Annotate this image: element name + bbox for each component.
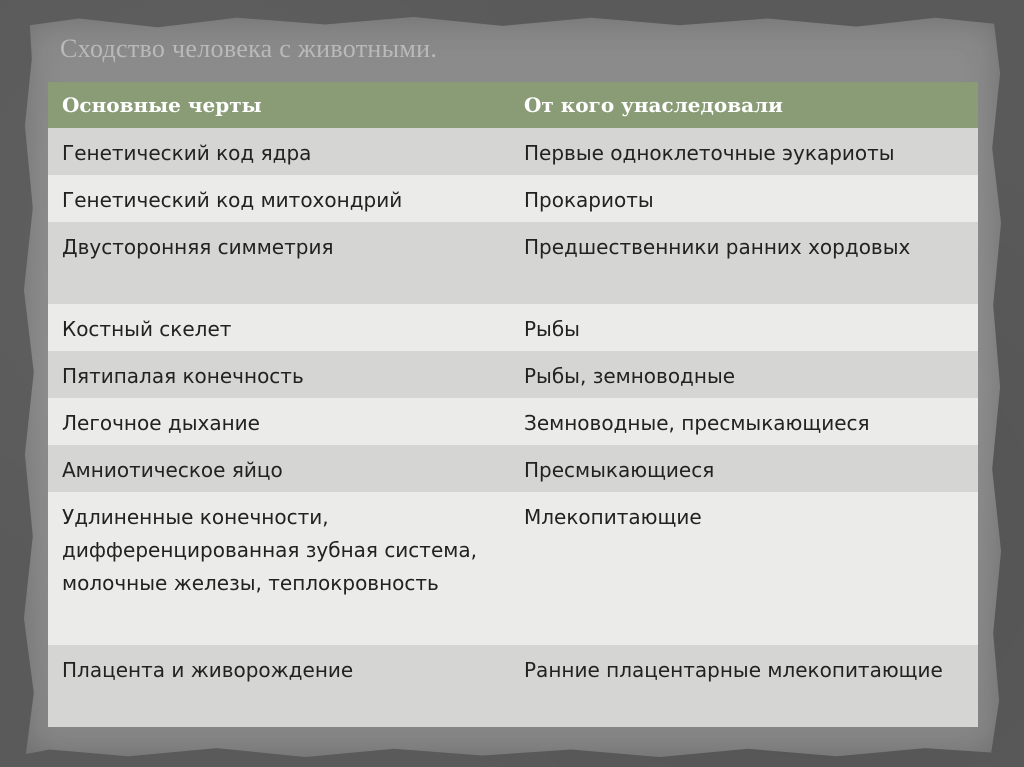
trait-cell: Двусторонняя симметрия <box>62 235 334 259</box>
trait-cell: Плацента и живорождение <box>62 658 354 682</box>
trait-cell: Генетический код митохондрий <box>62 188 403 212</box>
table-row <box>48 128 978 175</box>
origin-cell: Земноводные, пресмыкающиеся <box>524 411 870 435</box>
trait-cell: Костный скелет <box>62 317 232 341</box>
trait-cell: Амниотическое яйцо <box>62 458 283 482</box>
table-row <box>48 304 978 351</box>
origin-cell: Первые одноклеточные эукариоты <box>524 141 895 165</box>
origin-cell: Рыбы, земноводные <box>524 364 736 388</box>
origin-cell: Рыбы <box>524 317 580 341</box>
trait-cell: Генетический код ядра <box>62 141 312 165</box>
trait-cell: Легочное дыхание <box>62 411 260 435</box>
table-row <box>48 398 978 445</box>
table-row <box>48 492 978 645</box>
origin-cell: Ранние плацентарные млекопитающие <box>524 658 943 682</box>
header-origin: От кого унаследовали <box>524 93 783 117</box>
origin-cell: Прокариоты <box>524 188 654 212</box>
table-row <box>48 222 978 304</box>
table-header-row <box>48 82 978 128</box>
table-row <box>48 645 978 727</box>
header-traits: Основные черты <box>62 93 262 117</box>
comparison-table-container <box>48 82 978 727</box>
trait-cell: Удлиненные конечности, дифференцированная зубная система, молочные железы, теплокровность <box>62 505 477 595</box>
origin-cell: Пресмыкающиеся <box>524 458 715 482</box>
trait-cell: Пятипалая конечность <box>62 364 304 388</box>
slide-title: Сходство человека с животными. <box>60 34 438 63</box>
table-row <box>48 445 978 492</box>
table-row <box>48 175 978 222</box>
comparison-table <box>48 82 978 727</box>
origin-cell: Млекопитающие <box>524 505 702 529</box>
origin-cell: Предшественники ранних хордовых <box>524 235 911 259</box>
table-row <box>48 351 978 398</box>
